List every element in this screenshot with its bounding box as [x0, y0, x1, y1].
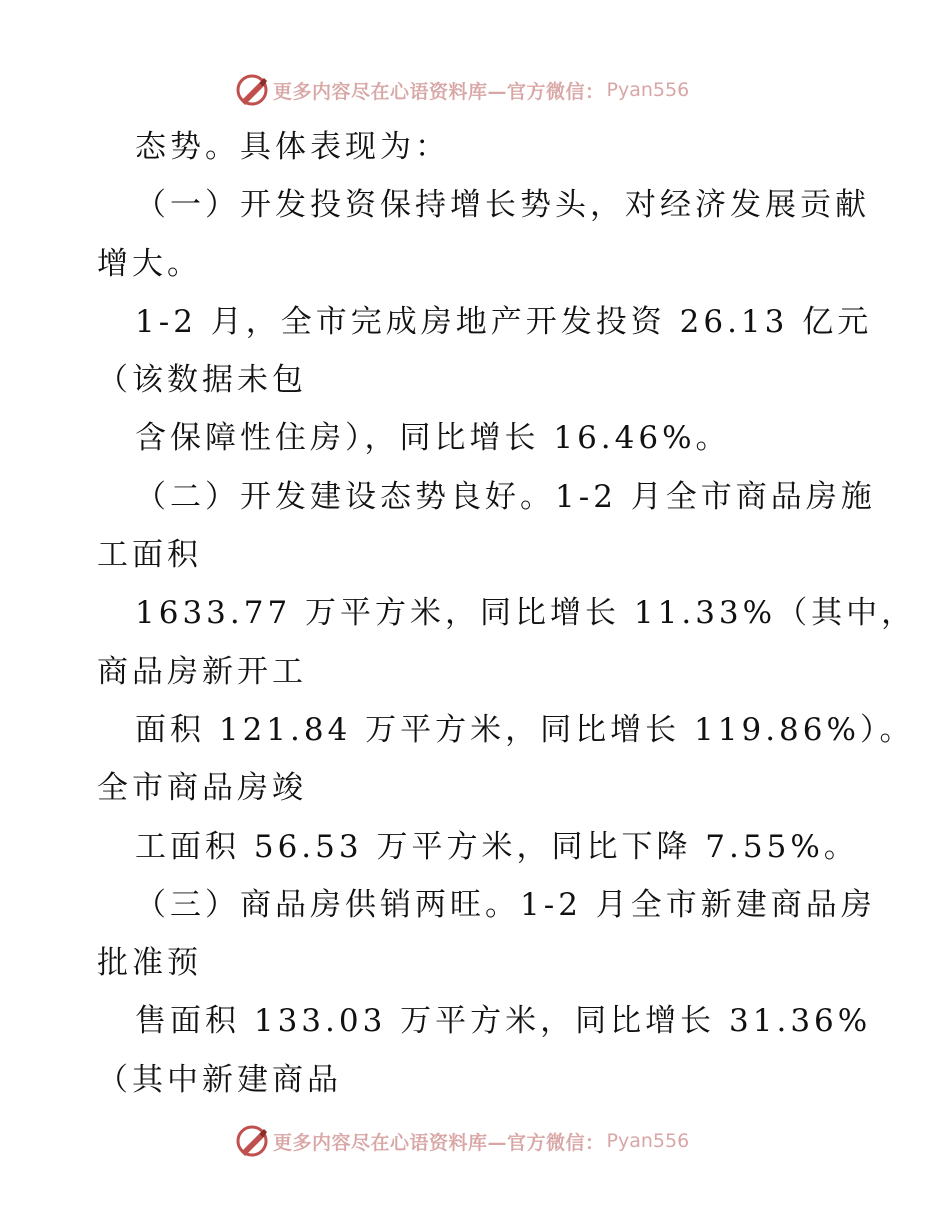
watermark-banner-bottom: [235, 1124, 689, 1158]
text-line: （三）商品房供销两旺。1-2 月全市新建商品房: [135, 886, 876, 923]
text-line: 面积 121.84 万平方米，同比增长 119.86%）。: [135, 711, 915, 748]
pen-logo-icon: [235, 73, 269, 107]
text-line: 全市商品房竣: [97, 770, 307, 807]
text-line: （二）开发建设态势良好。1-2 月全市商品房施: [135, 478, 876, 515]
text-line: 商品房新开工: [97, 653, 307, 690]
watermark-wechat-id: Pyan556: [606, 79, 690, 101]
text-line: （一）开发投资保持增长势头，对经济发展贡献: [135, 187, 870, 224]
text-line: （其中新建商品: [97, 1061, 342, 1098]
text-line: 增大。: [97, 245, 202, 282]
watermark-wechat-id: Pyan556: [606, 1130, 690, 1152]
watermark-banner-top: [235, 73, 689, 107]
text-line: 1633.77 万平方米，同比增长 11.33%（其中，: [135, 595, 917, 632]
text-line: 1-2 月，全市完成房地产开发投资 26.13 亿元: [135, 303, 873, 340]
pen-logo-icon: [235, 1124, 269, 1158]
text-line: （该数据未包: [97, 362, 307, 399]
document-body: [0, 118, 950, 1109]
watermark-text: 更多内容尽在心语资料库—官方微信：: [273, 80, 605, 103]
text-line: 态势。具体表现为：: [135, 129, 450, 165]
text-line: 工面积: [97, 537, 202, 574]
text-line: 批准预: [97, 945, 202, 982]
text-line: 工面积 56.53 万平方米，同比下降 7.55%。: [135, 828, 859, 865]
text-line: 含保障性住房），同比增长 16.46%。: [135, 420, 731, 457]
watermark-text: 更多内容尽在心语资料库—官方微信：: [273, 1131, 605, 1154]
text-line: 售面积 133.03 万平方米，同比增长 31.36%: [135, 1003, 872, 1040]
